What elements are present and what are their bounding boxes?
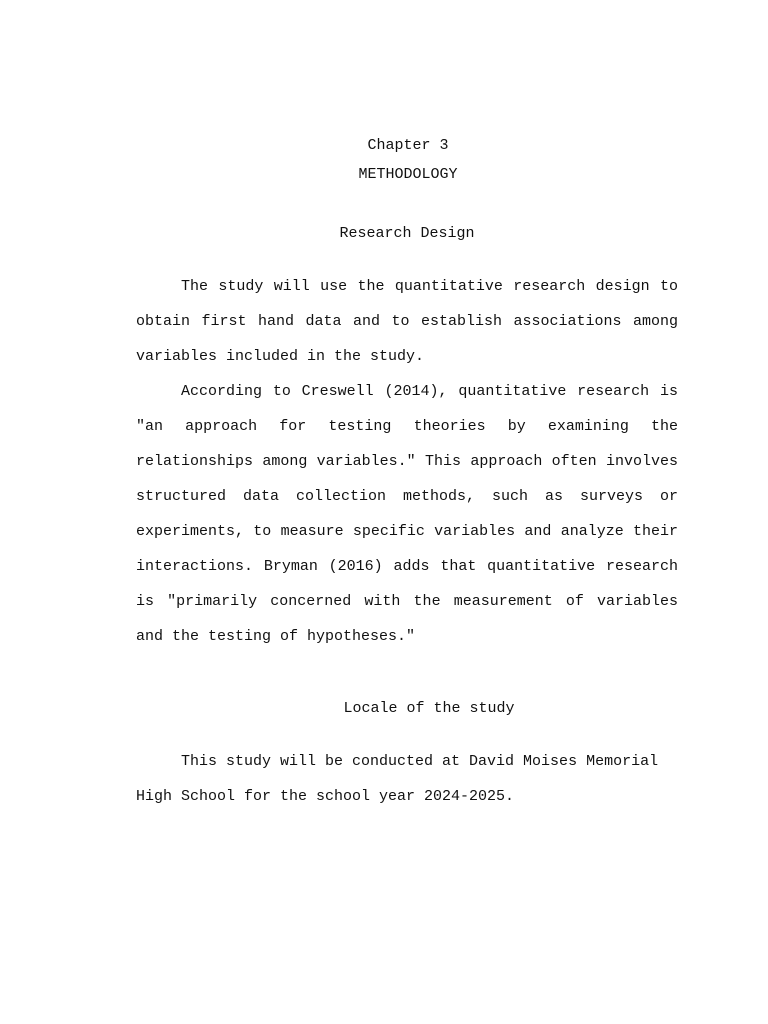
paragraph-line: is "primarily concerned with the measurement of variables <box>136 593 678 610</box>
paragraph-research-design-2 <box>136 383 678 663</box>
paragraph-line: This study will be conducted at David Moises Memorial <box>181 753 659 770</box>
paragraph-line: obtain first hand data and to establish associations among <box>136 313 678 330</box>
paragraph-line: "an approach for testing theories by examining the <box>136 418 678 435</box>
paragraph-locale-1 <box>136 753 678 823</box>
paragraph-research-design-1 <box>136 278 678 383</box>
chapter-title: METHODOLOGY <box>358 166 458 183</box>
paragraph-line: High School for the school year 2024-2025. <box>136 788 515 805</box>
paragraph-line: variables included in the study. <box>136 348 425 365</box>
paragraph-line: According to Creswell (2014), quantitative research is <box>181 383 678 400</box>
chapter-number: Chapter 3 <box>367 137 449 154</box>
section-heading-research-design: Research Design <box>339 225 475 242</box>
paragraph-line: experiments, to measure specific variables and analyze their <box>136 523 678 540</box>
section-heading-locale: Locale of the study <box>343 700 515 717</box>
paragraph-line: and the testing of hypotheses." <box>136 628 416 645</box>
paragraph-line: interactions. Bryman (2016) adds that quantitative research <box>136 558 678 575</box>
paragraph-line: relationships among variables." This approach often involves <box>136 453 678 470</box>
paragraph-line: structured data collection methods, such as surveys or <box>136 488 678 505</box>
paragraph-line: The study will use the quantitative research design to <box>181 278 678 295</box>
